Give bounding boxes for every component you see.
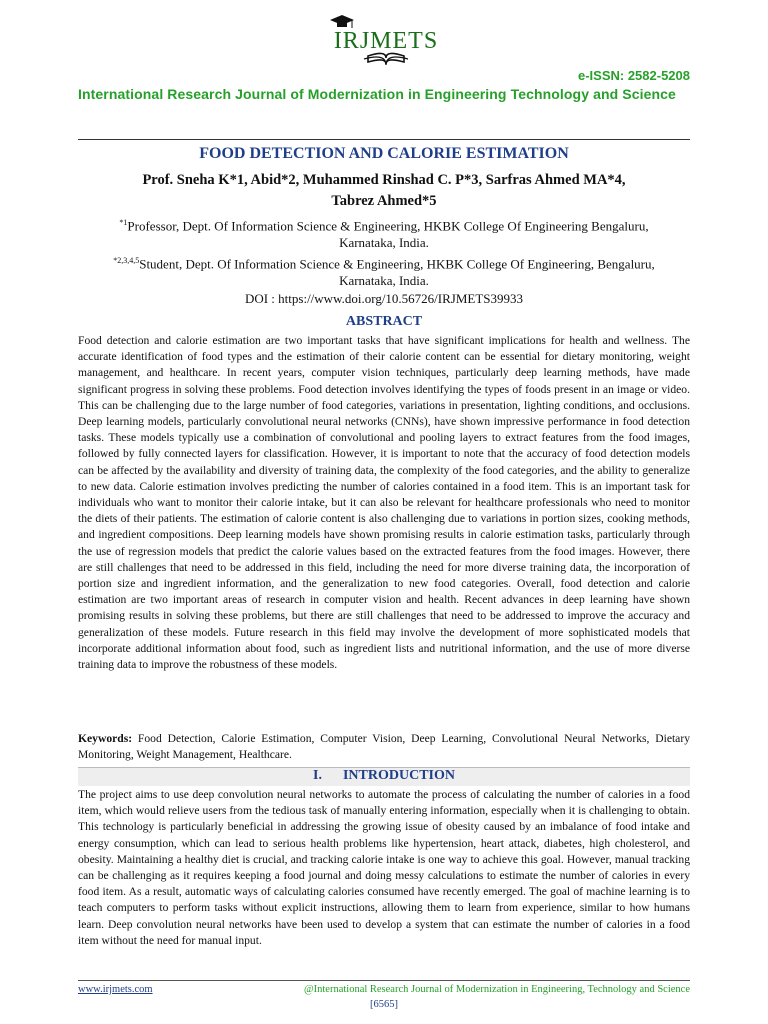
footer-copyright: @International Research Journal of Modernization in Engineering, Technology and Science (303, 984, 690, 995)
header-divider (78, 139, 690, 140)
authors (78, 170, 690, 212)
affiliation-1 (78, 214, 690, 251)
abstract-text: Food detection and calorie estimation are two important tasks that have significant implications for health and wellness. The accurate identification of food types and the estimation of their calorie content can be essential for dietary monitoring, weight management, and healthcare. In recent years, computer vision techniques, particularly deep learning methods, have made significant progress in solving these problems. Food detection involves identifying the types of foods present in an image or video. This can be challenging due to the large number of food categories, variations in presentation, lighting conditions, and occlusions. Deep learning models, particularly convolutional neural networks (CNNs), have shown impressive performance in food detection tasks. These models typically use a combination of convolutional and pooling layers to extract features from the food images, followed by fully connected layers for classification. However, it is important to note that the accuracy of food detection models can be affected by the availability and diversity of training data, the complexity of the food categories, and the ability to generalize to new data. Calorie estimation involves predicting the number of calories contained in a food item. This is an important task for individuals who want to monitor their calorie intake, but it can also be relevant for healthcare professionals who need to monitor the diets of their patients. The estimation of calorie content is also challenging due to variations in portion sizes, cooking methods, and ingredient compositions. Deep learning models have shown promising results in calorie estimation tasks, particularly through the use of regression models that predict the calorie values based on the extracted features from the food images. However, there are still challenges that need to be addressed in this field, including the need for more diverse training data, the incorporation of portion size and ingredient information, and the generalization to new food categories. Overall, food detection and calorie estimation are two important areas of research in computer vision and health. Recent advances in deep learning have shown promising results in solving these problems, but there are still challenges that need to be addressed to improve the accuracy and generalization of these models. Future research in this field may involve the development of more sophisticated models that incorporate additional information about food, such as ingredient lists and nutritional information, and the use of more diverse training data to improve the robustness of these models. (78, 334, 690, 672)
affiliation-1-line-2: Karnataka, India. (339, 235, 429, 251)
keywords-list: Food Detection, Calorie Estimation, Computer Vision, Deep Learning, Convolutional Neural Networks, Dietary Monitoring, Weight Management, Healthcare. (78, 732, 690, 761)
affiliation-2-mark: *2,3,4,5 (113, 256, 140, 265)
page-number: [6565] (370, 999, 398, 1010)
footer-website-link[interactable]: www.irjmets.com (78, 984, 153, 995)
journal-name: International Research Journal of Modernization in Engineering Technology and Science (78, 86, 676, 102)
introduction-text: The project aims to use deep convolution neural networks to automate the process of calculating the number of calories in a food item, which would relieve users from the tedious task of manually entering information, especially when it is challenging to obtain. This technology is particularly beneficial in addressing the growing issue of obesity caused by an imbalance of food intake and energy consumption, which can lead to serious health problems like hypertension, heart attack, diabetes, high cholesterol, and obesity. Maintaining a healthy diet is crucial, and tracking calorie intake is one way to achieve this goal. However, manual tracking can be challenging as it requires keeping a food journal and doing messy calculations to estimate the number of calories in every food item. As a result, automatic ways of calculating calories consumed have recently emerged. The goal of machine learning is to teach computers to perform tasks without explicit instructions, allowing them to learn from experience, similar to how humans learn. Deep convolution neural networks have been used to develop a system that can estimate the number of calories in a food item without the need for manual input. (78, 788, 690, 947)
doi[interactable]: DOI : https://www.doi.org/10.56726/IRJMETS39933 (244, 291, 524, 306)
keywords (78, 731, 690, 763)
introduction-heading: I. INTRODUCTION (313, 768, 455, 783)
affiliation-2 (78, 252, 690, 289)
affiliation-1-line-1: Professor, Dept. Of Information Science & Engineering, HKBK College Of Engineering Bengaluru, (127, 218, 649, 234)
abstract-heading: ABSTRACT (345, 314, 423, 329)
authors-line-1: Prof. Sneha K*1, Abid*2, Muhammed Rinshad C. P*3, Sarfras Ahmed MA*4, (142, 172, 626, 188)
authors-line-2: Tabrez Ahmed*5 (331, 193, 437, 209)
affiliation-1-mark: *1 (119, 218, 128, 227)
journal-logo (318, 12, 454, 70)
logo-text: IRJMETS (333, 28, 439, 54)
affiliation-2-line-1: Student, Dept. Of Information Science & Engineering, HKBK College Of Engineering, Bengaluru, (139, 256, 655, 272)
footer-divider (78, 980, 690, 981)
affiliation-2-line-2: Karnataka, India. (339, 273, 429, 289)
paper-title: FOOD DETECTION AND CALORIE ESTIMATION (199, 145, 569, 162)
issn: e-ISSN: 2582-5208 (577, 68, 690, 83)
keywords-label: Keywords: (78, 732, 133, 745)
